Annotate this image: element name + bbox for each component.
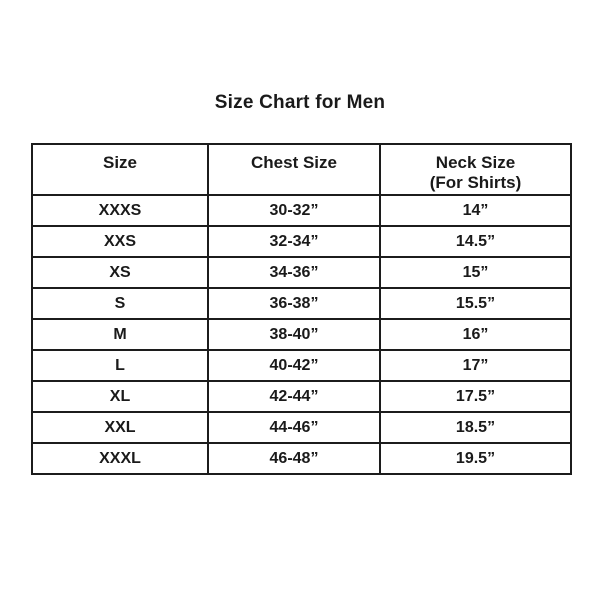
table-row — [32, 412, 571, 443]
table-row — [32, 319, 571, 350]
neck-size-cell: 15.5” — [380, 288, 571, 319]
table-body — [32, 195, 571, 474]
neck-size-cell: 18.5” — [380, 412, 571, 443]
chest-size-cell: 40-42” — [208, 350, 380, 381]
size-cell: S — [32, 288, 208, 319]
neck-size-cell: 17.5” — [380, 381, 571, 412]
column-header-chest-size — [208, 144, 380, 195]
neck-size-cell: 15” — [380, 257, 571, 288]
chest-size-cell: 38-40” — [208, 319, 380, 350]
size-cell: XXXS — [32, 195, 208, 226]
neck-size-cell: 14” — [380, 195, 571, 226]
neck-size-cell: 19.5” — [380, 443, 571, 474]
size-cell: XL — [32, 381, 208, 412]
size-cell: XXXL — [32, 443, 208, 474]
size-chart-table — [31, 143, 572, 475]
column-header-label: Size — [102, 153, 138, 172]
chest-size-cell: 36-38” — [208, 288, 380, 319]
table-header — [32, 144, 571, 195]
chest-size-cell: 44-46” — [208, 412, 380, 443]
chest-size-cell: 34-36” — [208, 257, 380, 288]
neck-size-cell: 16” — [380, 319, 571, 350]
size-cell: L — [32, 350, 208, 381]
size-cell: M — [32, 319, 208, 350]
table-row — [32, 226, 571, 257]
header-row — [32, 144, 571, 195]
chest-size-cell: 30-32” — [208, 195, 380, 226]
column-header-label: Neck Size — [435, 153, 516, 172]
table-row — [32, 443, 571, 474]
column-header-size — [32, 144, 208, 195]
chest-size-cell: 32-34” — [208, 226, 380, 257]
column-header-label: Chest Size — [251, 153, 337, 172]
table-row — [32, 350, 571, 381]
neck-size-cell: 17” — [380, 350, 571, 381]
size-cell: XS — [32, 257, 208, 288]
chest-size-cell: 42-44” — [208, 381, 380, 412]
table-row — [32, 257, 571, 288]
size-cell: XXL — [32, 412, 208, 443]
column-header-neck-size — [380, 144, 571, 195]
neck-size-cell: 14.5” — [380, 226, 571, 257]
table-row — [32, 288, 571, 319]
column-header-sublabel: (For Shirts) — [429, 173, 522, 192]
chest-size-cell: 46-48” — [208, 443, 380, 474]
table-row — [32, 381, 571, 412]
size-cell: XXS — [32, 226, 208, 257]
table-row — [32, 195, 571, 226]
page-title: Size Chart for Men — [214, 92, 386, 113]
